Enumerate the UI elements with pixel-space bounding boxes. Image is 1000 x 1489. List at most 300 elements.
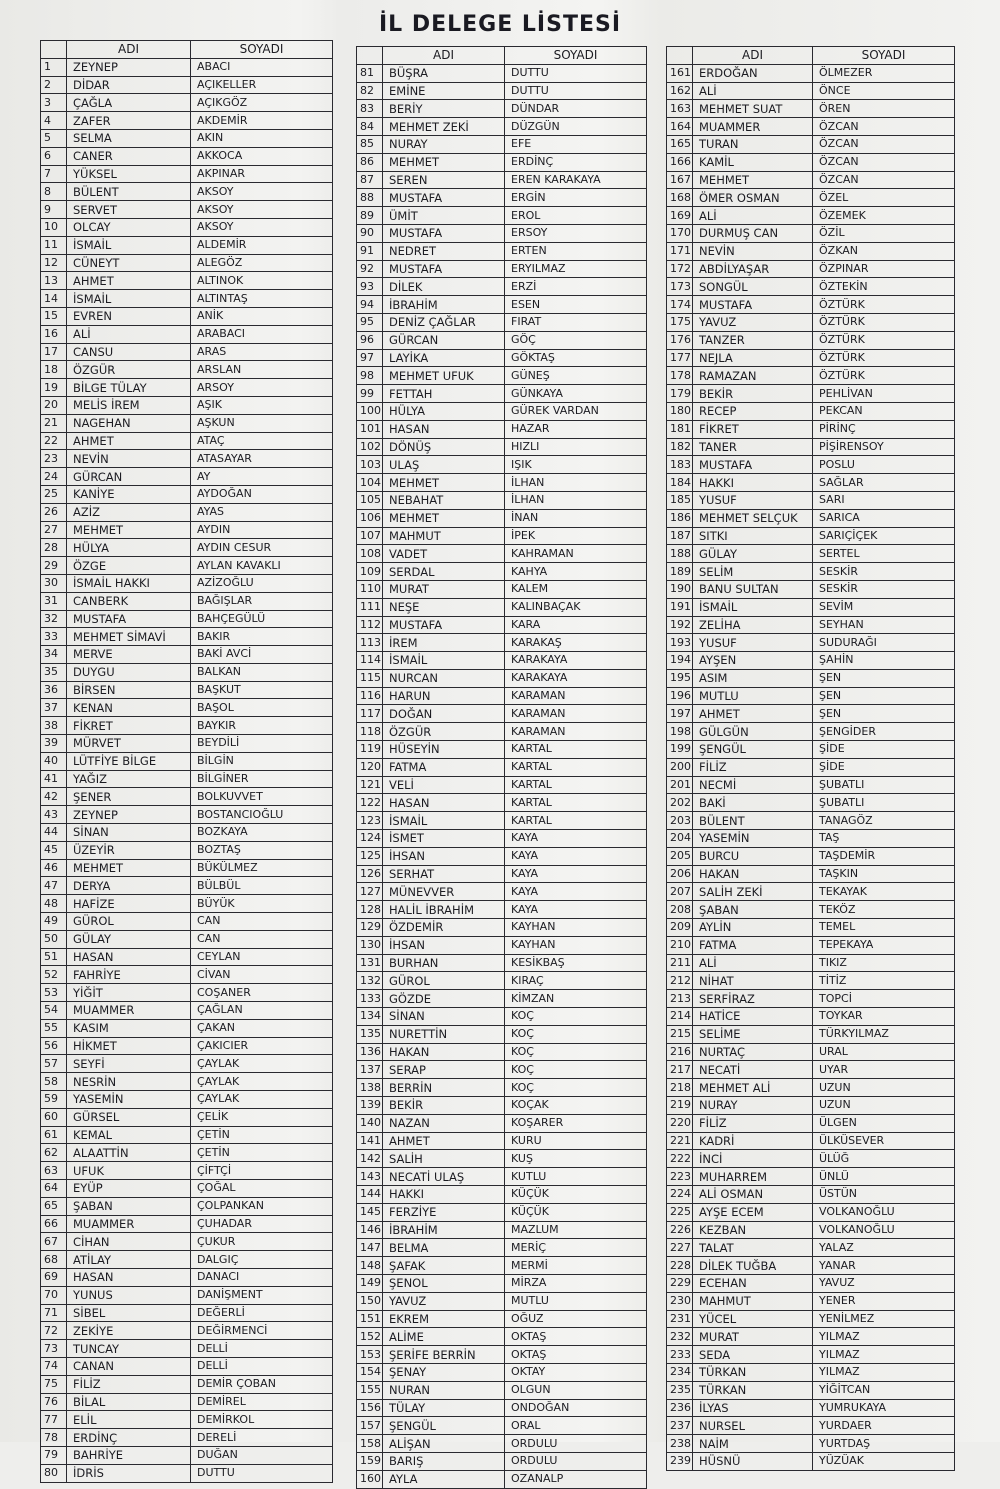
table-row: [357, 171, 647, 189]
delegate-surname: SESKİR: [813, 580, 955, 598]
table-row: [667, 741, 955, 759]
row-number: 221: [667, 1132, 693, 1150]
row-number: 113: [357, 634, 383, 652]
row-number: 72: [41, 1322, 67, 1340]
delegate-name: MEHMET: [67, 859, 191, 877]
delegate-name: NEVİN: [67, 450, 191, 468]
table-row: [357, 491, 647, 509]
delegate-name: ERDOĞAN: [693, 64, 813, 82]
delegate-surname: ÜLÜĞ: [813, 1150, 955, 1168]
delegate-surname: ÇAYLAK: [191, 1091, 333, 1109]
table-row: [667, 1061, 955, 1079]
table-row: [357, 847, 647, 865]
delegate-surname: DEMİR ÇOBAN: [191, 1375, 333, 1393]
delegate-surname: ALTINOK: [191, 272, 333, 290]
table-row: [357, 598, 647, 616]
delegate-surname: KARAKAYA: [505, 652, 647, 670]
table-row: [357, 1008, 647, 1026]
delegate-surname: AYAS: [191, 503, 333, 521]
table-row: [41, 574, 333, 592]
row-number: 77: [41, 1411, 67, 1429]
delegate-surname: DANACI: [191, 1268, 333, 1286]
delegate-name: DERYA: [67, 877, 191, 895]
delegate-surname: ÇOLPANKAN: [191, 1197, 333, 1215]
table-row: [41, 272, 333, 290]
delegate-name: CANBERK: [67, 592, 191, 610]
table-row: [41, 1180, 333, 1198]
row-number: 27: [41, 521, 67, 539]
row-number: 23: [41, 450, 67, 468]
delegate-surname: ŞİDE: [813, 741, 955, 759]
delegate-name: AZİZ: [67, 503, 191, 521]
row-number: 167: [667, 171, 693, 189]
table-row: [41, 379, 333, 397]
delegate-surname: AKPINAR: [191, 165, 333, 183]
row-number: 105: [357, 491, 383, 509]
row-number: 211: [667, 954, 693, 972]
row-number: 182: [667, 438, 693, 456]
table-row: [41, 681, 333, 699]
delegate-name: SELİM: [693, 563, 813, 581]
delegate-surname: YILMAZ: [813, 1363, 955, 1381]
row-number: 208: [667, 901, 693, 919]
table-row: [357, 296, 647, 314]
delegate-name: MUSTAFA: [383, 260, 505, 278]
table-row: [667, 812, 955, 830]
row-number: 14: [41, 290, 67, 308]
delegate-surname: AYDOĞAN: [191, 485, 333, 503]
delegate-name: YASEMİN: [693, 830, 813, 848]
row-number: 189: [667, 563, 693, 581]
row-number: 204: [667, 830, 693, 848]
table-row: [357, 1061, 647, 1079]
row-number: 137: [357, 1061, 383, 1079]
delegate-surname: ERZİ: [505, 278, 647, 296]
table-row: [357, 207, 647, 225]
table-row: [357, 1435, 647, 1453]
delegate-name: HATİCE: [693, 1008, 813, 1026]
table-row: [667, 313, 955, 331]
row-number: 114: [357, 652, 383, 670]
delegate-name: İREM: [383, 634, 505, 652]
delegate-surname: ARSLAN: [191, 361, 333, 379]
delegate-name: ABDİLYAŞAR: [693, 260, 813, 278]
row-number: 162: [667, 82, 693, 100]
delegate-name: FATMA: [383, 758, 505, 776]
delegate-surname: ÖZCAN: [813, 118, 955, 136]
delegate-name: UFUK: [67, 1162, 191, 1180]
delegate-surname: BALKAN: [191, 663, 333, 681]
table-row: [41, 966, 333, 984]
delegate-surname: SESKİR: [813, 563, 955, 581]
row-number: 62: [41, 1144, 67, 1162]
delegate-name: ÖMER OSMAN: [693, 189, 813, 207]
row-number: 12: [41, 254, 67, 272]
delegate-surname: KALINBAÇAK: [505, 598, 647, 616]
delegate-surname: VOLKANOĞLU: [813, 1203, 955, 1221]
delegate-name: GÜROL: [67, 913, 191, 931]
delegate-name: SONGÜL: [693, 278, 813, 296]
table-row: [667, 1114, 955, 1132]
row-number: 48: [41, 895, 67, 913]
delegate-surname: PEKCAN: [813, 402, 955, 420]
row-number: 79: [41, 1446, 67, 1464]
delegate-name: FATMA: [693, 936, 813, 954]
delegate-name: HÜLYA: [67, 539, 191, 557]
delegate-surname: AKSOY: [191, 201, 333, 219]
delegate-surname: DELLİ: [191, 1357, 333, 1375]
table-row: [357, 82, 647, 100]
delegate-name: TÜRKAN: [693, 1381, 813, 1399]
row-number: 153: [357, 1346, 383, 1364]
row-number: 188: [667, 545, 693, 563]
delegate-surname: ÖNCE: [813, 82, 955, 100]
table-row: [41, 646, 333, 664]
table-row: [357, 527, 647, 545]
row-number: 26: [41, 503, 67, 521]
delegate-name: NECATİ: [693, 1061, 813, 1079]
row-number: 220: [667, 1114, 693, 1132]
table-row: [357, 224, 647, 242]
table-row: [41, 1429, 333, 1447]
row-number: 237: [667, 1417, 693, 1435]
table-row: [667, 385, 955, 403]
row-number: 117: [357, 705, 383, 723]
delegate-name: MUSTAFA: [693, 456, 813, 474]
delegate-name: ÖZGÜR: [67, 361, 191, 379]
delegate-name: GÜRSEL: [67, 1108, 191, 1126]
delegate-name: MUAMMER: [67, 1002, 191, 1020]
row-number: 7: [41, 165, 67, 183]
row-number: 57: [41, 1055, 67, 1073]
row-number: 179: [667, 385, 693, 403]
table-row: [41, 770, 333, 788]
table-row: [41, 343, 333, 361]
delegate-surname: HAZAR: [505, 420, 647, 438]
row-number: 183: [667, 456, 693, 474]
table-row: [667, 990, 955, 1008]
delegate-surname: KARTAL: [505, 812, 647, 830]
row-number: 200: [667, 758, 693, 776]
delegate-surname: BAKIR: [191, 628, 333, 646]
delegate-surname: DERELİ: [191, 1429, 333, 1447]
delegate-name: NAZAN: [383, 1114, 505, 1132]
delegate-surname: ÖZKAN: [813, 242, 955, 260]
delegate-surname: OKTAŞ: [505, 1346, 647, 1364]
delegate-surname: MİRZA: [505, 1274, 647, 1292]
table-row: [667, 883, 955, 901]
delegate-name: YAĞIZ: [67, 770, 191, 788]
table-row: [357, 919, 647, 937]
delegate-name: MUAMMER: [693, 118, 813, 136]
table-row: [357, 153, 647, 171]
delegate-surname: KAYA: [505, 847, 647, 865]
delegate-name: MEHMET: [383, 153, 505, 171]
table-row: [357, 1381, 647, 1399]
delegate-surname: BİLGİNER: [191, 770, 333, 788]
delegate-name: MEHMET ZEKİ: [383, 118, 505, 136]
row-number: 92: [357, 260, 383, 278]
table-row: [667, 100, 955, 118]
row-number: 32: [41, 610, 67, 628]
table-row: [667, 1150, 955, 1168]
table-row: [357, 580, 647, 598]
row-number: 104: [357, 474, 383, 492]
delegate-surname: ŞUBATLI: [813, 776, 955, 794]
table-row: [41, 984, 333, 1002]
table-row: [667, 260, 955, 278]
row-number: 47: [41, 877, 67, 895]
delegate-surname: KAHYA: [505, 563, 647, 581]
table-row: [41, 895, 333, 913]
table-row: [41, 1233, 333, 1251]
row-number: 38: [41, 717, 67, 735]
table-row: [41, 450, 333, 468]
delegate-name: GÖZDE: [383, 990, 505, 1008]
table-row: [41, 930, 333, 948]
delegate-surname: ÖZEL: [813, 189, 955, 207]
table-row: [41, 1055, 333, 1073]
delegate-name: NURAN: [383, 1381, 505, 1399]
delegate-surname: ÖZİL: [813, 224, 955, 242]
table-row: [667, 1203, 955, 1221]
delegate-name: SELMA: [67, 129, 191, 147]
row-number: 199: [667, 741, 693, 759]
delegate-surname: ARABACI: [191, 325, 333, 343]
delegate-surname: CAN: [191, 913, 333, 931]
delegate-name: HAKKI: [383, 1186, 505, 1204]
delegate-name: GÜLAY: [67, 930, 191, 948]
row-number: 110: [357, 580, 383, 598]
table-row: [357, 100, 647, 118]
table-row: [667, 331, 955, 349]
delegate-surname: İNAN: [505, 509, 647, 527]
row-number: 94: [357, 296, 383, 314]
row-number: 131: [357, 954, 383, 972]
delegate-name: ALİ: [693, 207, 813, 225]
delegate-name: SİNAN: [383, 1008, 505, 1026]
delegate-surname: ÜLKÜSEVER: [813, 1132, 955, 1150]
delegate-name: MELİS İREM: [67, 396, 191, 414]
row-number: 171: [667, 242, 693, 260]
delegate-name: NURETTİN: [383, 1025, 505, 1043]
row-number: 46: [41, 859, 67, 877]
table-row: [667, 634, 955, 652]
row-number: 40: [41, 752, 67, 770]
delegate-surname: KARAMAN: [505, 723, 647, 741]
table-row: [357, 1328, 647, 1346]
delegate-surname: TEKAYAK: [813, 883, 955, 901]
delegate-table-1: [40, 40, 333, 1483]
delegate-name: BELMA: [383, 1239, 505, 1257]
delegate-surname: AŞIK: [191, 396, 333, 414]
row-number: 36: [41, 681, 67, 699]
delegate-surname: ŞENGİDER: [813, 723, 955, 741]
delegate-surname: PİŞİRENSOY: [813, 438, 955, 456]
delegate-surname: AKKOCA: [191, 147, 333, 165]
row-number: 138: [357, 1079, 383, 1097]
delegate-name: CANER: [67, 147, 191, 165]
delegate-name: BAKİ: [693, 794, 813, 812]
row-number: 111: [357, 598, 383, 616]
delegate-name: NEVİN: [693, 242, 813, 260]
delegate-surname: AKSOY: [191, 183, 333, 201]
table-row: [357, 776, 647, 794]
delegate-surname: TİTİZ: [813, 972, 955, 990]
table-row: [667, 1328, 955, 1346]
delegate-surname: DALGIÇ: [191, 1251, 333, 1269]
delegate-surname: EROL: [505, 207, 647, 225]
delegate-name: MUAMMER: [67, 1215, 191, 1233]
table-row: [667, 64, 955, 82]
delegate-name: İSMAİL HAKKI: [67, 574, 191, 592]
delegate-surname: YÜZÜAK: [813, 1452, 955, 1470]
table-row: [667, 563, 955, 581]
table-row: [41, 1340, 333, 1358]
row-number: 239: [667, 1452, 693, 1470]
table-row: [357, 1363, 647, 1381]
delegate-surname: TÜRKYILMAZ: [813, 1025, 955, 1043]
delegate-name: YUSUF: [693, 491, 813, 509]
table-row: [667, 474, 955, 492]
delegate-name: İDRİS: [67, 1464, 191, 1482]
row-number: 2: [41, 76, 67, 94]
row-number: 136: [357, 1043, 383, 1061]
delegate-surname: KAYA: [505, 865, 647, 883]
row-number: 145: [357, 1203, 383, 1221]
delegate-surname: AÇIKGÖZ: [191, 94, 333, 112]
row-number: 64: [41, 1180, 67, 1198]
delegate-surname: ÇELİK: [191, 1108, 333, 1126]
delegate-name: ZEKİYE: [67, 1322, 191, 1340]
table-row: [41, 1144, 333, 1162]
delegate-surname: KOÇ: [505, 1043, 647, 1061]
delegate-surname: OĞUZ: [505, 1310, 647, 1328]
delegate-surname: YILMAZ: [813, 1346, 955, 1364]
delegate-name: KENAN: [67, 699, 191, 717]
table-row: [41, 788, 333, 806]
table-row: [357, 331, 647, 349]
table-row: [41, 1304, 333, 1322]
table-row: [357, 687, 647, 705]
table-row: [357, 1186, 647, 1204]
delegate-name: MUSTAFA: [383, 189, 505, 207]
delegate-name: KAMİL: [693, 153, 813, 171]
delegate-name: GÜLAY: [693, 545, 813, 563]
row-number: 181: [667, 420, 693, 438]
row-number: 142: [357, 1150, 383, 1168]
row-number: 172: [667, 260, 693, 278]
table-row: [667, 901, 955, 919]
delegate-surname: URAL: [813, 1043, 955, 1061]
row-number: 180: [667, 402, 693, 420]
row-number: 178: [667, 367, 693, 385]
delegate-name: ÖZGE: [67, 557, 191, 575]
row-number: 98: [357, 367, 383, 385]
table-row: [667, 1025, 955, 1043]
delegate-name: İBRAHİM: [383, 1221, 505, 1239]
delegate-name: SALİH ZEKİ: [693, 883, 813, 901]
delegate-surname: KURU: [505, 1132, 647, 1150]
row-number: 125: [357, 847, 383, 865]
delegate-surname: YANAR: [813, 1257, 955, 1275]
delegate-surname: ORAL: [505, 1417, 647, 1435]
row-number: 159: [357, 1452, 383, 1470]
delegate-surname: AKDEMİR: [191, 112, 333, 130]
table-row: [667, 1363, 955, 1381]
table-row: [667, 438, 955, 456]
row-number: 141: [357, 1132, 383, 1150]
delegate-name: DENİZ ÇAĞLAR: [383, 313, 505, 331]
delegate-name: ÜZEYİR: [67, 841, 191, 859]
delegate-surname: KARA: [505, 616, 647, 634]
row-number: 134: [357, 1008, 383, 1026]
delegate-name: MEHMET SELÇUK: [693, 509, 813, 527]
table-row: [357, 705, 647, 723]
row-number: 42: [41, 788, 67, 806]
row-number: 174: [667, 296, 693, 314]
delegate-name: TURAN: [693, 135, 813, 153]
delegate-name: HAKAN: [383, 1043, 505, 1061]
delegate-surname: KARAMAN: [505, 687, 647, 705]
delegate-name: BURHAN: [383, 954, 505, 972]
delegate-name: NURSEL: [693, 1417, 813, 1435]
row-number: 78: [41, 1429, 67, 1447]
delegate-surname: ÜLGEN: [813, 1114, 955, 1132]
delegate-surname: UYAR: [813, 1061, 955, 1079]
delegate-name: ÖZDEMİR: [383, 919, 505, 937]
row-number: 103: [357, 456, 383, 474]
table-row: [357, 456, 647, 474]
table-row: [667, 296, 955, 314]
row-number: 3: [41, 94, 67, 112]
delegate-surname: POSLU: [813, 456, 955, 474]
table-row: [667, 687, 955, 705]
table-row: [357, 723, 647, 741]
table-row: [357, 545, 647, 563]
row-number: 49: [41, 913, 67, 931]
table-row: [667, 491, 955, 509]
table-row: [41, 201, 333, 219]
delegate-surname: KARAMAN: [505, 705, 647, 723]
table-row: [357, 563, 647, 581]
delegate-surname: BÜKÜLMEZ: [191, 859, 333, 877]
delegate-name: GÜROL: [383, 972, 505, 990]
row-number: 119: [357, 741, 383, 759]
row-number: 90: [357, 224, 383, 242]
delegate-surname: ÜNLÜ: [813, 1168, 955, 1186]
row-number: 165: [667, 135, 693, 153]
table-row: [667, 794, 955, 812]
table-row: [41, 1108, 333, 1126]
delegate-name: YAVUZ: [693, 313, 813, 331]
table-row: [41, 913, 333, 931]
row-number: 20: [41, 396, 67, 414]
row-number: 124: [357, 830, 383, 848]
delegate-surname: TOPCİ: [813, 990, 955, 1008]
delegate-name: SERHAT: [383, 865, 505, 883]
delegate-surname: KAYA: [505, 883, 647, 901]
table-row: [667, 1346, 955, 1364]
row-number: 230: [667, 1292, 693, 1310]
delegate-surname: ÖZTÜRK: [813, 296, 955, 314]
row-number: 63: [41, 1162, 67, 1180]
delegate-name: NEJLA: [693, 349, 813, 367]
header-surname: SOYADI: [505, 47, 647, 65]
delegate-name: MUSTAFA: [383, 224, 505, 242]
table-row: [357, 1452, 647, 1470]
delegate-name: YÜCEL: [693, 1310, 813, 1328]
